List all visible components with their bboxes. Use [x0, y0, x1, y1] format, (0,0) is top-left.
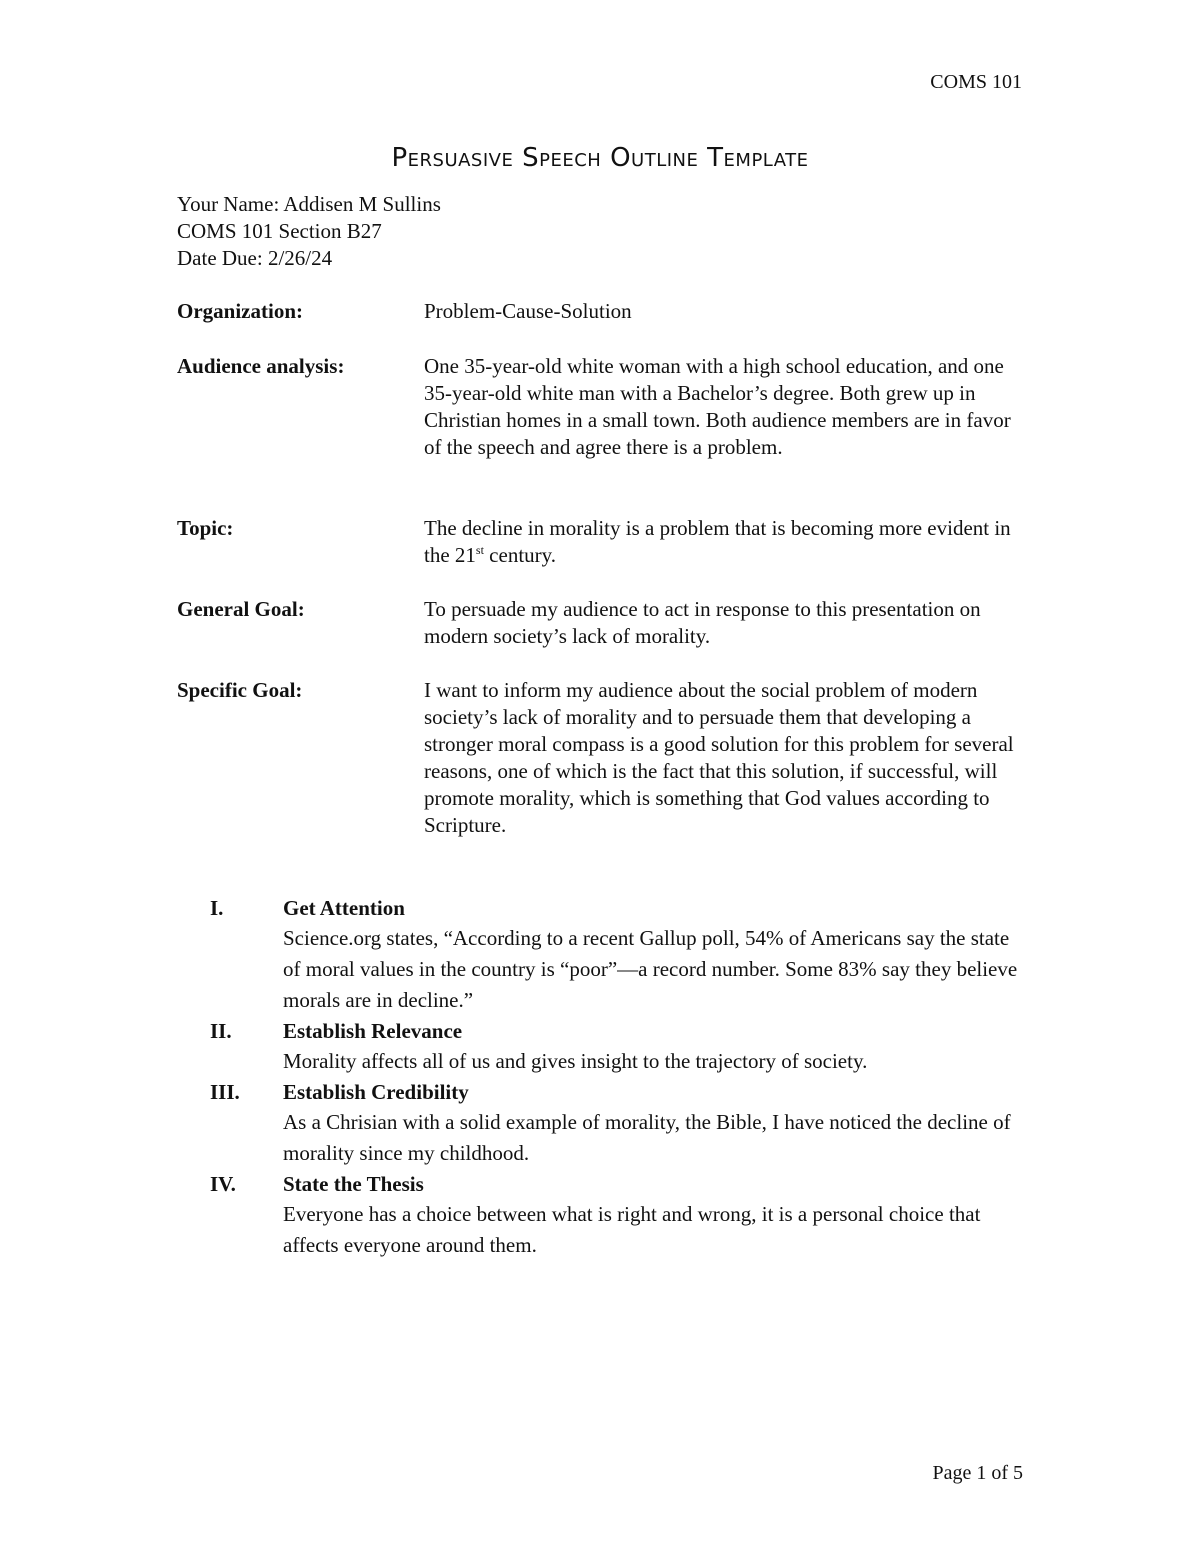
- outline-heading: Get Attention: [283, 896, 405, 920]
- outline-heading: State the Thesis: [283, 1172, 424, 1196]
- outline-item: [210, 1016, 1030, 1077]
- page-number: Page 1 of 5: [932, 1462, 1023, 1484]
- topic-value-text-end: century.: [483, 543, 557, 567]
- outline-numeral: IV.: [210, 1172, 236, 1196]
- specific-goal-label: Specific Goal:: [177, 678, 303, 702]
- outline-item: [210, 1169, 1030, 1261]
- outline-numeral: I.: [210, 896, 224, 920]
- specific-goal-value: I want to inform my audience about the social problem of modern society’s lack of morality and to persuade them that developing a stronger moral compass is a good solution for this problem for several reasons, one of which is the fact that this solution, if successful, will promote morality, which is something that God values according to Scripture.: [424, 678, 1014, 837]
- document-title: Persuasive Speech Outline Template: [391, 143, 809, 173]
- outline-body: Morality affects all of us and gives insight to the trajectory of society.: [283, 1049, 868, 1073]
- topic-label: Topic:: [177, 516, 234, 540]
- outline-heading: Establish Relevance: [283, 1019, 463, 1043]
- audience-analysis-label: Audience analysis:: [177, 354, 345, 378]
- topic-value: [424, 515, 1028, 569]
- general-goal-label: General Goal:: [177, 597, 305, 621]
- outline-body: Everyone has a choice between what is right and wrong, it is a personal choice that affects everyone around them.: [283, 1202, 981, 1257]
- outline-numeral: III.: [210, 1080, 240, 1104]
- outline-heading: Establish Credibility: [283, 1080, 469, 1104]
- outline-body: As a Chrisian with a solid example of morality, the Bible, I have noticed the decline of morality since my childhood.: [283, 1110, 1011, 1165]
- outline-body: Science.org states, “According to a recent Gallup poll, 54% of Americans say the state of moral values in the country is “poor”—a record number. Some 83% say they believe morals are in decline.”: [283, 926, 1018, 1012]
- audience-analysis-value: One 35-year-old white woman with a high school education, and one 35-year-old white man with a Bachelor’s degree. Both grew up in Christian homes in a small town. Both audience members are in favor of the speech and agree there is a problem.: [424, 354, 1011, 459]
- page-header-course: COMS 101: [930, 71, 1022, 93]
- outline-item: [210, 1077, 1030, 1169]
- organization-value: Problem-Cause-Solution: [424, 299, 632, 323]
- student-info-block: [177, 191, 441, 272]
- outline-numeral: II.: [210, 1019, 232, 1043]
- course-section-line: COMS 101 Section B27: [177, 219, 382, 243]
- general-goal-value: To persuade my audience to act in response to this presentation on modern society’s lack of morality.: [424, 597, 981, 648]
- outline-item: [210, 893, 1030, 1016]
- speech-outline: [210, 893, 1030, 1261]
- topic-value-text: The decline in morality is a problem that is becoming more evident in the 21: [424, 516, 1011, 567]
- due-date-line: Date Due: 2/26/24: [177, 246, 333, 270]
- topic-value-superscript: st: [475, 543, 484, 557]
- organization-label: Organization:: [177, 299, 303, 323]
- student-name-line: Your Name: Addisen M Sullins: [177, 192, 441, 216]
